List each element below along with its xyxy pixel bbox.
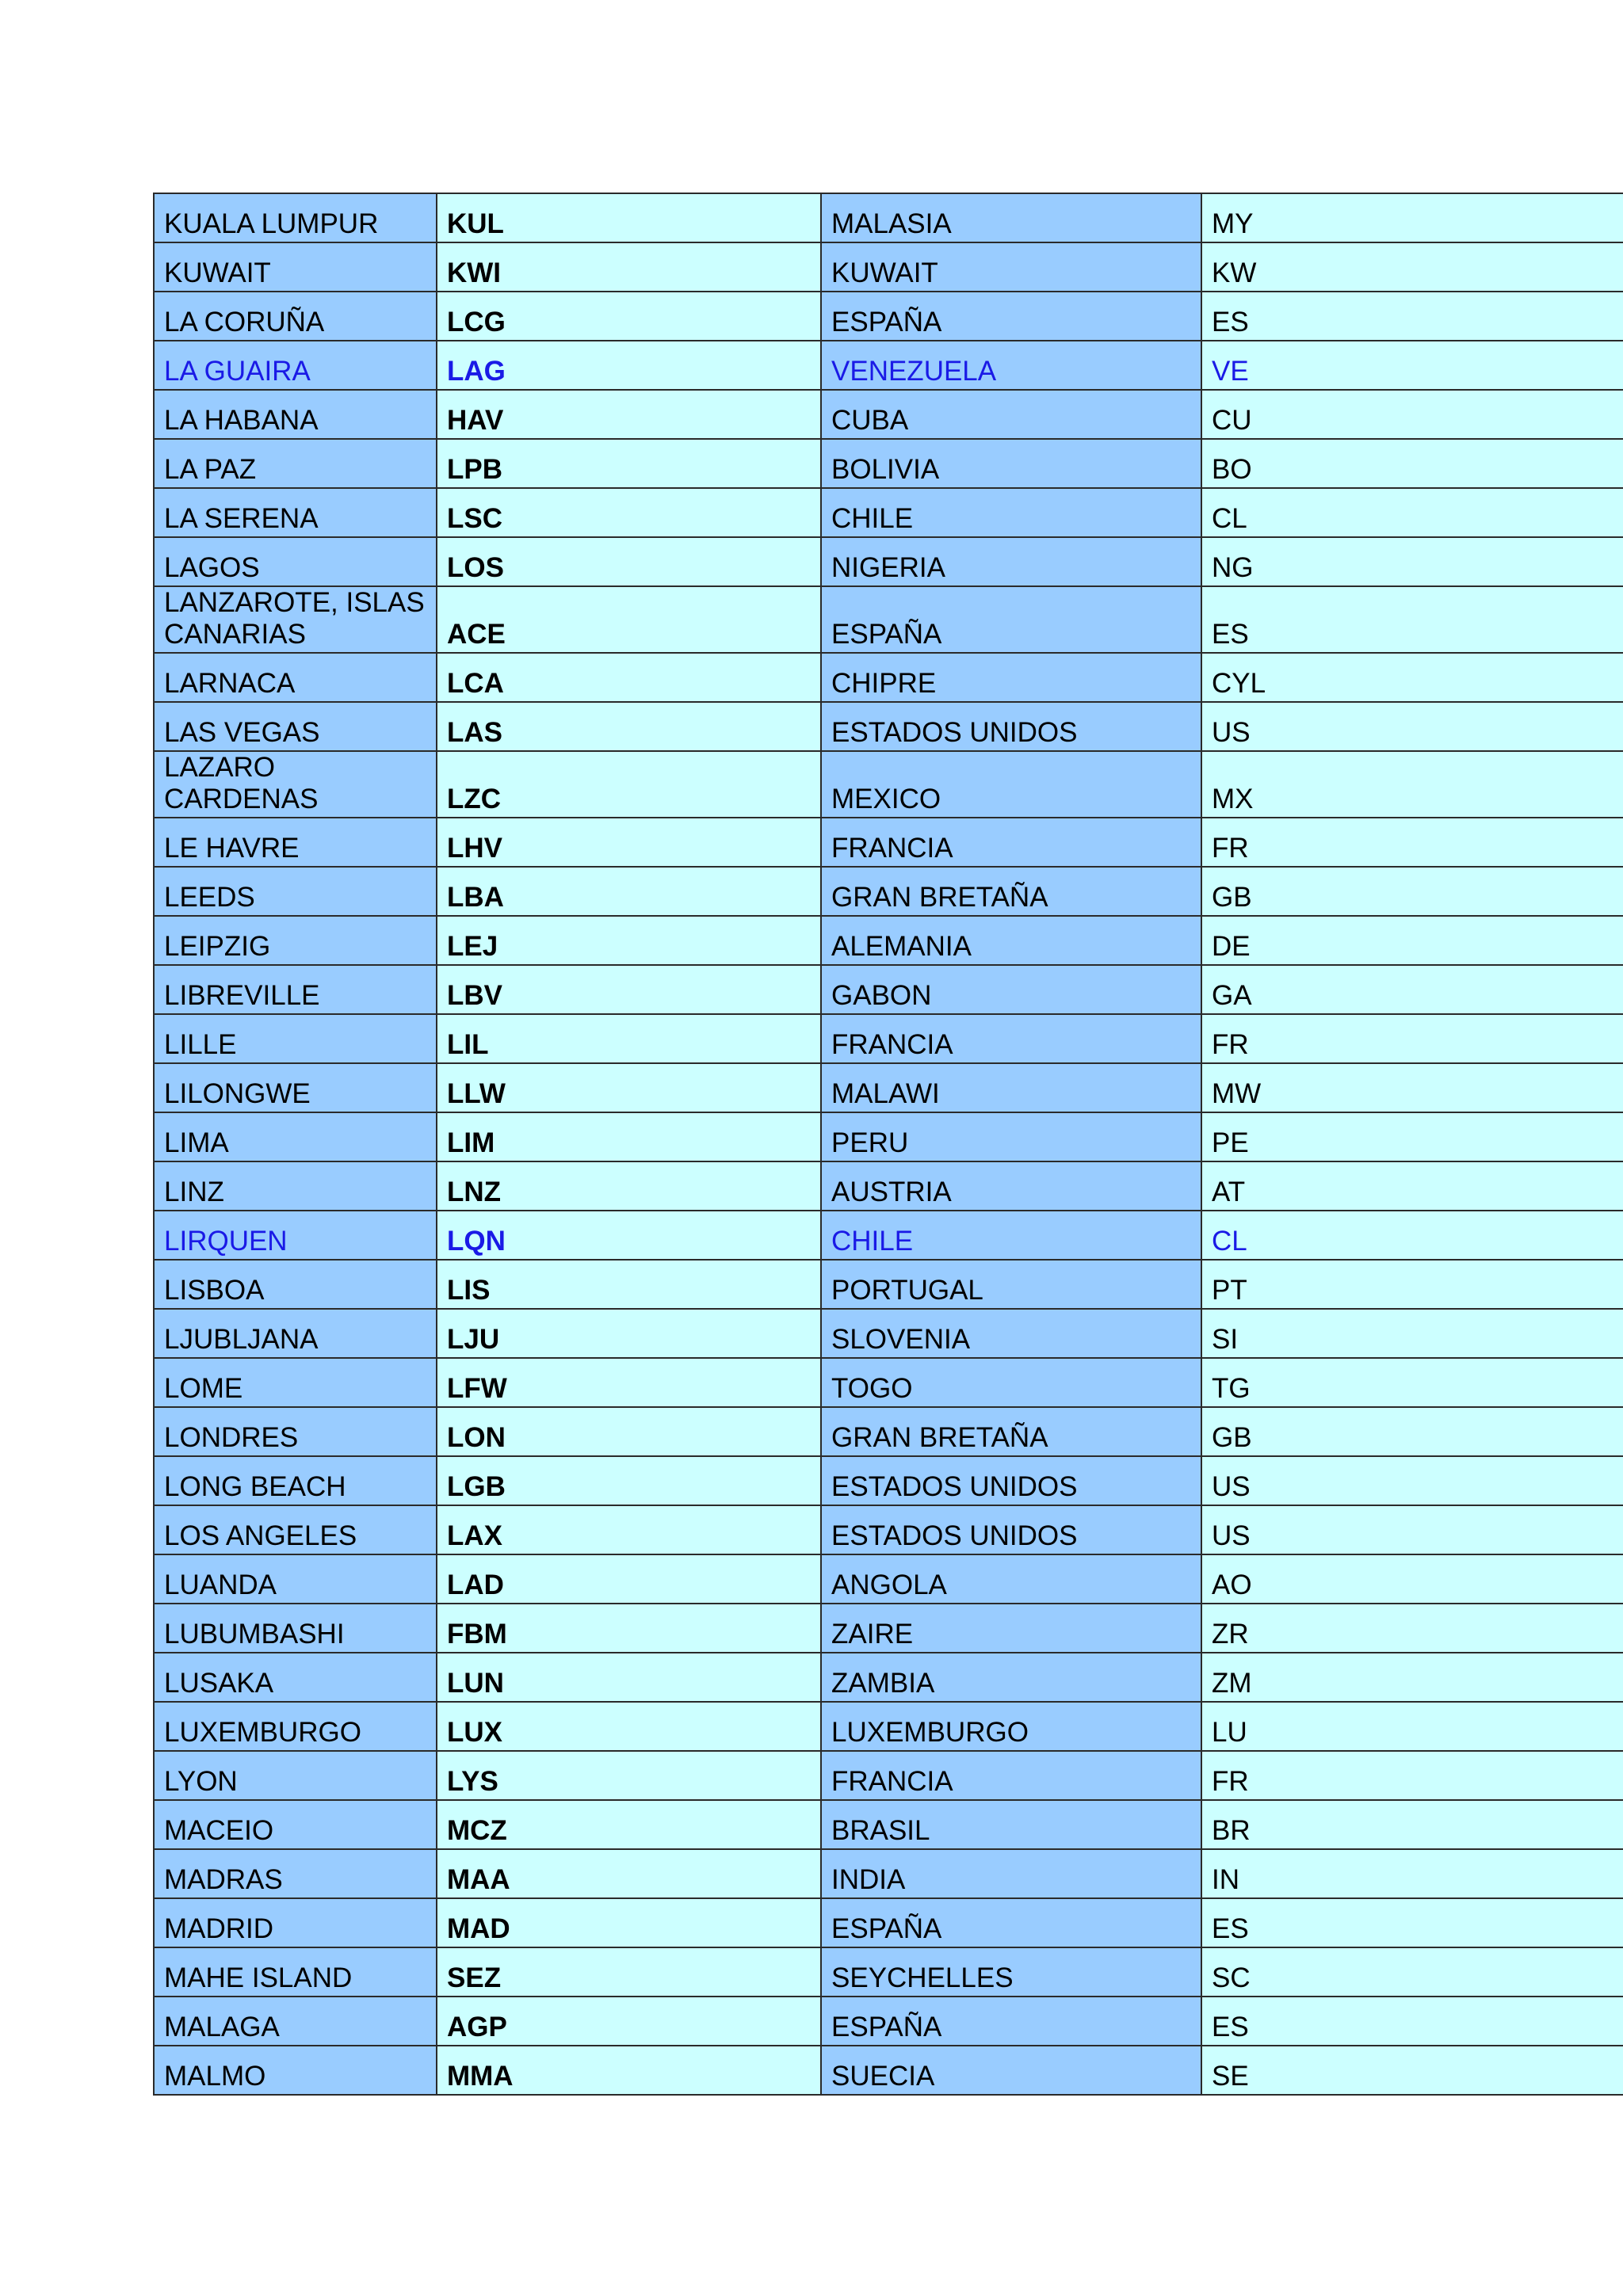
table-row bbox=[154, 965, 1623, 1014]
table-row bbox=[154, 341, 1623, 390]
code-cell: LFW bbox=[437, 1358, 821, 1407]
city-cell: LOME bbox=[154, 1358, 437, 1407]
code-cell: LBV bbox=[437, 965, 821, 1014]
country-cell: ZAMBIA bbox=[821, 1653, 1201, 1702]
iso-cell: MW bbox=[1201, 1063, 1623, 1112]
city-cell: LONG BEACH bbox=[154, 1456, 437, 1505]
table-row bbox=[154, 1702, 1623, 1751]
table-row bbox=[154, 1898, 1623, 1947]
city-cell: LAZARO CARDENAS bbox=[154, 751, 437, 818]
city-cell: LE HAVRE bbox=[154, 818, 437, 867]
table-row bbox=[154, 818, 1623, 867]
country-cell: CHILE bbox=[821, 488, 1201, 537]
city-cell: LUXEMBURGO bbox=[154, 1702, 437, 1751]
table-row bbox=[154, 1947, 1623, 1997]
table-row bbox=[154, 1997, 1623, 2046]
city-cell: LEIPZIG bbox=[154, 916, 437, 965]
iso-cell: SC bbox=[1201, 1947, 1623, 1997]
iso-cell: GA bbox=[1201, 965, 1623, 1014]
table-row bbox=[154, 1063, 1623, 1112]
iso-cell: TG bbox=[1201, 1358, 1623, 1407]
country-cell: CUBA bbox=[821, 390, 1201, 439]
code-cell: MCZ bbox=[437, 1800, 821, 1849]
table-row bbox=[154, 1751, 1623, 1800]
code-cell: LIM bbox=[437, 1112, 821, 1161]
country-cell: AUSTRIA bbox=[821, 1161, 1201, 1211]
code-cell: LEJ bbox=[437, 916, 821, 965]
country-cell: ESPAÑA bbox=[821, 1997, 1201, 2046]
code-cell: LAX bbox=[437, 1505, 821, 1554]
city-cell: LEEDS bbox=[154, 867, 437, 916]
table-row bbox=[154, 1014, 1623, 1063]
code-cell: LIS bbox=[437, 1260, 821, 1309]
country-cell: GRAN BRETAÑA bbox=[821, 867, 1201, 916]
iso-cell: CYL bbox=[1201, 653, 1623, 702]
city-cell: LA PAZ bbox=[154, 439, 437, 488]
code-cell: FBM bbox=[437, 1604, 821, 1653]
country-cell: ESTADOS UNIDOS bbox=[821, 1505, 1201, 1554]
table-row bbox=[154, 916, 1623, 965]
code-cell: LOS bbox=[437, 537, 821, 586]
table-row bbox=[154, 1358, 1623, 1407]
country-cell: BOLIVIA bbox=[821, 439, 1201, 488]
table-row bbox=[154, 537, 1623, 586]
code-cell: LAS bbox=[437, 702, 821, 751]
table-row bbox=[154, 1456, 1623, 1505]
country-cell: SUECIA bbox=[821, 2046, 1201, 2095]
iso-cell: BO bbox=[1201, 439, 1623, 488]
country-cell: MALAWI bbox=[821, 1063, 1201, 1112]
table-row bbox=[154, 1211, 1623, 1260]
table-row bbox=[154, 1604, 1623, 1653]
city-cell: LA CORUÑA bbox=[154, 292, 437, 341]
table-row bbox=[154, 1554, 1623, 1604]
city-cell: LONDRES bbox=[154, 1407, 437, 1456]
country-cell: SLOVENIA bbox=[821, 1309, 1201, 1358]
code-cell: LZC bbox=[437, 751, 821, 818]
code-cell: ACE bbox=[437, 586, 821, 653]
city-cell: MADRAS bbox=[154, 1849, 437, 1898]
city-cell: LA GUAIRA bbox=[154, 341, 437, 390]
city-cell: LINZ bbox=[154, 1161, 437, 1211]
table-row bbox=[154, 586, 1623, 653]
iso-cell: NG bbox=[1201, 537, 1623, 586]
iso-cell: IN bbox=[1201, 1849, 1623, 1898]
iso-cell: US bbox=[1201, 1456, 1623, 1505]
code-cell: KUL bbox=[437, 193, 821, 242]
iso-cell: MY bbox=[1201, 193, 1623, 242]
code-cell: LON bbox=[437, 1407, 821, 1456]
iso-cell: FR bbox=[1201, 818, 1623, 867]
code-cell: MAA bbox=[437, 1849, 821, 1898]
iso-cell: US bbox=[1201, 702, 1623, 751]
code-cell: SEZ bbox=[437, 1947, 821, 1997]
iso-cell: AO bbox=[1201, 1554, 1623, 1604]
table-row bbox=[154, 702, 1623, 751]
code-cell: LNZ bbox=[437, 1161, 821, 1211]
country-cell: TOGO bbox=[821, 1358, 1201, 1407]
iso-cell: MX bbox=[1201, 751, 1623, 818]
iso-cell: AT bbox=[1201, 1161, 1623, 1211]
country-cell: ALEMANIA bbox=[821, 916, 1201, 965]
city-cell: KUWAIT bbox=[154, 242, 437, 292]
city-cell: LUANDA bbox=[154, 1554, 437, 1604]
code-cell: LCA bbox=[437, 653, 821, 702]
country-cell: PORTUGAL bbox=[821, 1260, 1201, 1309]
table-row bbox=[154, 292, 1623, 341]
city-cell: LAGOS bbox=[154, 537, 437, 586]
city-cell: LUSAKA bbox=[154, 1653, 437, 1702]
iso-cell: BR bbox=[1201, 1800, 1623, 1849]
city-cell: LIRQUEN bbox=[154, 1211, 437, 1260]
code-cell: LCG bbox=[437, 292, 821, 341]
country-cell: MEXICO bbox=[821, 751, 1201, 818]
city-cell: MALAGA bbox=[154, 1997, 437, 2046]
city-cell: LANZAROTE, ISLAS CANARIAS bbox=[154, 586, 437, 653]
country-cell: ANGOLA bbox=[821, 1554, 1201, 1604]
table-row bbox=[154, 1112, 1623, 1161]
code-cell: LIL bbox=[437, 1014, 821, 1063]
country-cell: SEYCHELLES bbox=[821, 1947, 1201, 1997]
city-cell: LUBUMBASHI bbox=[154, 1604, 437, 1653]
table-row bbox=[154, 193, 1623, 242]
table-row bbox=[154, 1849, 1623, 1898]
city-cell: KUALA LUMPUR bbox=[154, 193, 437, 242]
city-code-table bbox=[153, 193, 1623, 2096]
country-cell: INDIA bbox=[821, 1849, 1201, 1898]
table-row bbox=[154, 488, 1623, 537]
code-cell: LGB bbox=[437, 1456, 821, 1505]
iso-cell: CU bbox=[1201, 390, 1623, 439]
country-cell: ESPAÑA bbox=[821, 292, 1201, 341]
country-cell: ESTADOS UNIDOS bbox=[821, 1456, 1201, 1505]
country-cell: ESPAÑA bbox=[821, 586, 1201, 653]
code-cell: LAD bbox=[437, 1554, 821, 1604]
code-cell: LBA bbox=[437, 867, 821, 916]
code-cell: HAV bbox=[437, 390, 821, 439]
code-cell: MAD bbox=[437, 1898, 821, 1947]
table-row bbox=[154, 1653, 1623, 1702]
city-cell: MADRID bbox=[154, 1898, 437, 1947]
city-cell: LILONGWE bbox=[154, 1063, 437, 1112]
iso-cell: SE bbox=[1201, 2046, 1623, 2095]
iso-cell: SI bbox=[1201, 1309, 1623, 1358]
city-cell: MALMO bbox=[154, 2046, 437, 2095]
iso-cell: ES bbox=[1201, 586, 1623, 653]
country-cell: BRASIL bbox=[821, 1800, 1201, 1849]
country-cell: MALASIA bbox=[821, 193, 1201, 242]
iso-cell: ZM bbox=[1201, 1653, 1623, 1702]
iso-cell: CL bbox=[1201, 1211, 1623, 1260]
city-cell: LAS VEGAS bbox=[154, 702, 437, 751]
table-row bbox=[154, 2046, 1623, 2095]
city-cell: MAHE ISLAND bbox=[154, 1947, 437, 1997]
iso-cell: PT bbox=[1201, 1260, 1623, 1309]
city-cell: LISBOA bbox=[154, 1260, 437, 1309]
code-cell: KWI bbox=[437, 242, 821, 292]
table-body bbox=[154, 193, 1623, 2095]
iso-cell: VE bbox=[1201, 341, 1623, 390]
iso-cell: US bbox=[1201, 1505, 1623, 1554]
table-row bbox=[154, 1309, 1623, 1358]
city-cell: LA HABANA bbox=[154, 390, 437, 439]
iso-cell: FR bbox=[1201, 1014, 1623, 1063]
iso-cell: GB bbox=[1201, 1407, 1623, 1456]
city-cell: LJUBLJANA bbox=[154, 1309, 437, 1358]
country-cell: ZAIRE bbox=[821, 1604, 1201, 1653]
iso-cell: ES bbox=[1201, 1898, 1623, 1947]
country-cell: LUXEMBURGO bbox=[821, 1702, 1201, 1751]
code-cell: MMA bbox=[437, 2046, 821, 2095]
city-cell: MACEIO bbox=[154, 1800, 437, 1849]
city-cell: LILLE bbox=[154, 1014, 437, 1063]
iso-cell: LU bbox=[1201, 1702, 1623, 1751]
country-cell: FRANCIA bbox=[821, 818, 1201, 867]
table-row bbox=[154, 1161, 1623, 1211]
iso-cell: PE bbox=[1201, 1112, 1623, 1161]
city-cell: LA SERENA bbox=[154, 488, 437, 537]
table-row bbox=[154, 390, 1623, 439]
country-cell: FRANCIA bbox=[821, 1751, 1201, 1800]
table-row bbox=[154, 653, 1623, 702]
iso-cell: FR bbox=[1201, 1751, 1623, 1800]
table-row bbox=[154, 1407, 1623, 1456]
table-row bbox=[154, 751, 1623, 818]
table-row bbox=[154, 1260, 1623, 1309]
code-cell: LPB bbox=[437, 439, 821, 488]
city-cell: LOS ANGELES bbox=[154, 1505, 437, 1554]
city-cell: LIMA bbox=[154, 1112, 437, 1161]
city-cell: LARNACA bbox=[154, 653, 437, 702]
code-cell: LYS bbox=[437, 1751, 821, 1800]
city-cell: LIBREVILLE bbox=[154, 965, 437, 1014]
iso-cell: GB bbox=[1201, 867, 1623, 916]
table-row bbox=[154, 867, 1623, 916]
country-cell: CHILE bbox=[821, 1211, 1201, 1260]
iso-cell: KW bbox=[1201, 242, 1623, 292]
code-cell: LUX bbox=[437, 1702, 821, 1751]
table-row bbox=[154, 242, 1623, 292]
code-cell: LUN bbox=[437, 1653, 821, 1702]
iso-cell: ES bbox=[1201, 292, 1623, 341]
table-row bbox=[154, 439, 1623, 488]
city-cell: LYON bbox=[154, 1751, 437, 1800]
country-cell: KUWAIT bbox=[821, 242, 1201, 292]
code-cell: LAG bbox=[437, 341, 821, 390]
code-cell: LSC bbox=[437, 488, 821, 537]
code-cell: LHV bbox=[437, 818, 821, 867]
code-cell: AGP bbox=[437, 1997, 821, 2046]
country-cell: VENEZUELA bbox=[821, 341, 1201, 390]
country-cell: GABON bbox=[821, 965, 1201, 1014]
country-cell: PERU bbox=[821, 1112, 1201, 1161]
iso-cell: DE bbox=[1201, 916, 1623, 965]
country-cell: GRAN BRETAÑA bbox=[821, 1407, 1201, 1456]
code-cell: LQN bbox=[437, 1211, 821, 1260]
code-cell: LLW bbox=[437, 1063, 821, 1112]
iso-cell: ES bbox=[1201, 1997, 1623, 2046]
table-row bbox=[154, 1800, 1623, 1849]
code-cell: LJU bbox=[437, 1309, 821, 1358]
country-cell: CHIPRE bbox=[821, 653, 1201, 702]
country-cell: NIGERIA bbox=[821, 537, 1201, 586]
country-cell: ESPAÑA bbox=[821, 1898, 1201, 1947]
iso-cell: CL bbox=[1201, 488, 1623, 537]
country-cell: ESTADOS UNIDOS bbox=[821, 702, 1201, 751]
iso-cell: ZR bbox=[1201, 1604, 1623, 1653]
table-row bbox=[154, 1505, 1623, 1554]
country-cell: FRANCIA bbox=[821, 1014, 1201, 1063]
